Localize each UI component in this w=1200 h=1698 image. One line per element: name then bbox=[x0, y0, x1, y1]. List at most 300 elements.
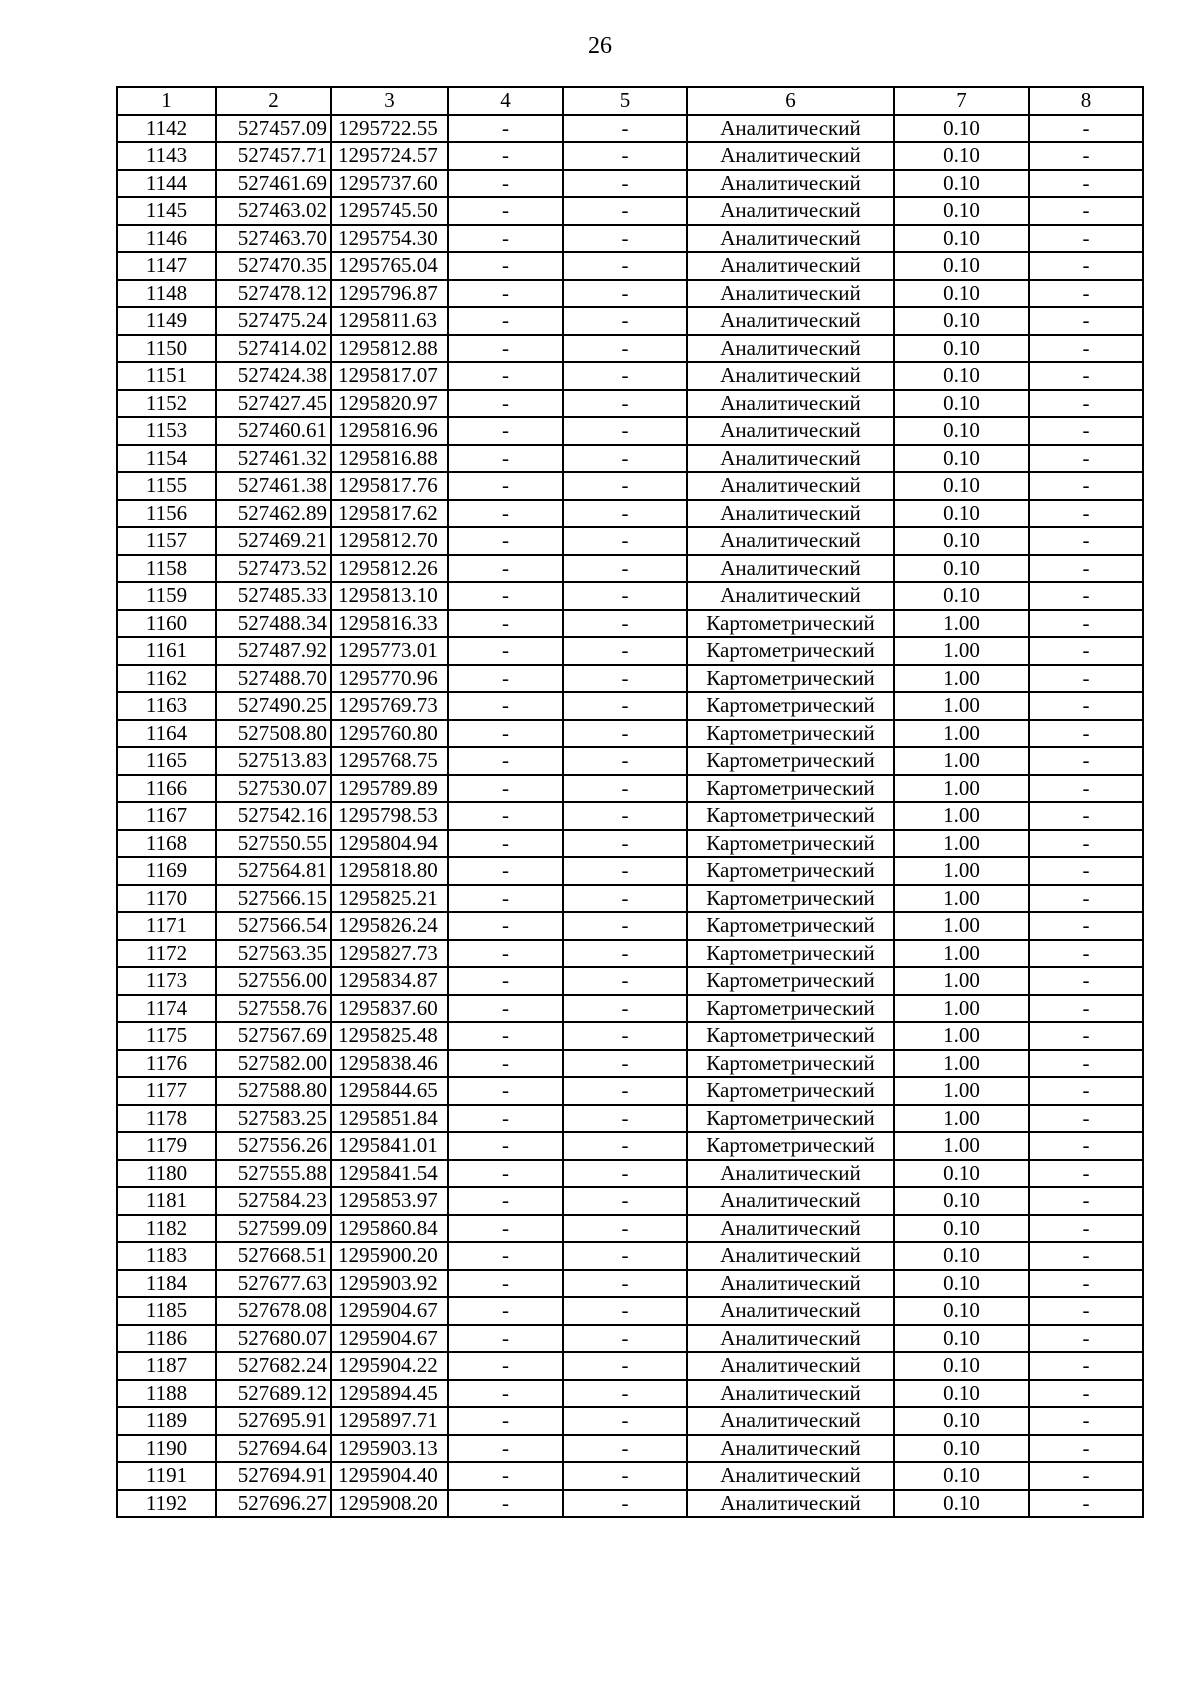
accuracy-cell: 0.10 bbox=[894, 142, 1029, 170]
table-body bbox=[117, 115, 1143, 1518]
table-row bbox=[117, 417, 1143, 445]
col5-cell: - bbox=[563, 610, 687, 638]
col4-cell: - bbox=[448, 637, 563, 665]
table-row bbox=[117, 1270, 1143, 1298]
accuracy-cell: 1.00 bbox=[894, 1077, 1029, 1105]
coord-y-cell: 1295894.45 bbox=[331, 1380, 448, 1408]
col8-cell: - bbox=[1029, 500, 1143, 528]
col4-cell: - bbox=[448, 555, 563, 583]
col5-cell: - bbox=[563, 1407, 687, 1435]
point-number-cell: 1164 bbox=[117, 720, 216, 748]
method-cell: Аналитический bbox=[687, 1490, 894, 1518]
coord-x-cell: 527599.09 bbox=[216, 1215, 331, 1243]
col4-cell: - bbox=[448, 142, 563, 170]
col8-cell: - bbox=[1029, 1132, 1143, 1160]
point-number-cell: 1149 bbox=[117, 307, 216, 335]
table-row bbox=[117, 335, 1143, 363]
col5-cell: - bbox=[563, 280, 687, 308]
table-row bbox=[117, 445, 1143, 473]
coord-y-cell: 1295903.92 bbox=[331, 1270, 448, 1298]
method-cell: Аналитический bbox=[687, 390, 894, 418]
col8-cell: - bbox=[1029, 335, 1143, 363]
col4-cell: - bbox=[448, 1022, 563, 1050]
point-number-cell: 1171 bbox=[117, 912, 216, 940]
point-number-cell: 1176 bbox=[117, 1050, 216, 1078]
coord-x-cell: 527668.51 bbox=[216, 1242, 331, 1270]
col5-cell: - bbox=[563, 142, 687, 170]
col5-cell: - bbox=[563, 692, 687, 720]
accuracy-cell: 1.00 bbox=[894, 1050, 1029, 1078]
method-cell: Картометрический bbox=[687, 1050, 894, 1078]
col5-cell: - bbox=[563, 802, 687, 830]
table-row bbox=[117, 1187, 1143, 1215]
coord-y-cell: 1295789.89 bbox=[331, 775, 448, 803]
table-row bbox=[117, 1022, 1143, 1050]
method-cell: Аналитический bbox=[687, 1352, 894, 1380]
coord-x-cell: 527461.69 bbox=[216, 170, 331, 198]
column-header-7: 7 bbox=[894, 87, 1029, 115]
col4-cell: - bbox=[448, 830, 563, 858]
coord-y-cell: 1295860.84 bbox=[331, 1215, 448, 1243]
coord-y-cell: 1295817.62 bbox=[331, 500, 448, 528]
accuracy-cell: 0.10 bbox=[894, 417, 1029, 445]
coord-y-cell: 1295837.60 bbox=[331, 995, 448, 1023]
col4-cell: - bbox=[448, 1325, 563, 1353]
table-row bbox=[117, 720, 1143, 748]
coord-x-cell: 527563.35 bbox=[216, 940, 331, 968]
table-row bbox=[117, 857, 1143, 885]
coord-y-cell: 1295834.87 bbox=[331, 967, 448, 995]
coord-x-cell: 527558.76 bbox=[216, 995, 331, 1023]
coord-y-cell: 1295804.94 bbox=[331, 830, 448, 858]
point-number-cell: 1153 bbox=[117, 417, 216, 445]
col8-cell: - bbox=[1029, 527, 1143, 555]
col4-cell: - bbox=[448, 472, 563, 500]
method-cell: Аналитический bbox=[687, 1297, 894, 1325]
coord-y-cell: 1295811.63 bbox=[331, 307, 448, 335]
column-header-1: 1 bbox=[117, 87, 216, 115]
column-header-3: 3 bbox=[331, 87, 448, 115]
table-row bbox=[117, 197, 1143, 225]
col4-cell: - bbox=[448, 582, 563, 610]
method-cell: Картометрический bbox=[687, 610, 894, 638]
col8-cell: - bbox=[1029, 1270, 1143, 1298]
point-number-cell: 1162 bbox=[117, 665, 216, 693]
table-row bbox=[117, 390, 1143, 418]
col5-cell: - bbox=[563, 775, 687, 803]
coord-y-cell: 1295798.53 bbox=[331, 802, 448, 830]
col5-cell: - bbox=[563, 527, 687, 555]
col4-cell: - bbox=[448, 1105, 563, 1133]
col8-cell: - bbox=[1029, 940, 1143, 968]
col5-cell: - bbox=[563, 417, 687, 445]
accuracy-cell: 1.00 bbox=[894, 1022, 1029, 1050]
method-cell: Картометрический bbox=[687, 885, 894, 913]
col4-cell: - bbox=[448, 1242, 563, 1270]
accuracy-cell: 1.00 bbox=[894, 1132, 1029, 1160]
accuracy-cell: 0.10 bbox=[894, 115, 1029, 143]
col5-cell: - bbox=[563, 307, 687, 335]
coord-x-cell: 527475.24 bbox=[216, 307, 331, 335]
coord-x-cell: 527556.26 bbox=[216, 1132, 331, 1160]
table-row bbox=[117, 1297, 1143, 1325]
method-cell: Аналитический bbox=[687, 197, 894, 225]
coord-x-cell: 527462.89 bbox=[216, 500, 331, 528]
coord-y-cell: 1295816.33 bbox=[331, 610, 448, 638]
col4-cell: - bbox=[448, 252, 563, 280]
accuracy-cell: 1.00 bbox=[894, 610, 1029, 638]
col8-cell: - bbox=[1029, 1215, 1143, 1243]
col4-cell: - bbox=[448, 500, 563, 528]
coord-y-cell: 1295853.97 bbox=[331, 1187, 448, 1215]
col8-cell: - bbox=[1029, 885, 1143, 913]
point-number-cell: 1159 bbox=[117, 582, 216, 610]
col8-cell: - bbox=[1029, 1242, 1143, 1270]
method-cell: Аналитический bbox=[687, 1242, 894, 1270]
method-cell: Аналитический bbox=[687, 527, 894, 555]
accuracy-cell: 1.00 bbox=[894, 940, 1029, 968]
method-cell: Аналитический bbox=[687, 1187, 894, 1215]
table-row bbox=[117, 500, 1143, 528]
col4-cell: - bbox=[448, 1352, 563, 1380]
coord-x-cell: 527473.52 bbox=[216, 555, 331, 583]
col8-cell: - bbox=[1029, 170, 1143, 198]
col4-cell: - bbox=[448, 747, 563, 775]
column-header-4: 4 bbox=[448, 87, 563, 115]
col8-cell: - bbox=[1029, 390, 1143, 418]
coord-y-cell: 1295745.50 bbox=[331, 197, 448, 225]
accuracy-cell: 0.10 bbox=[894, 335, 1029, 363]
point-number-cell: 1161 bbox=[117, 637, 216, 665]
method-cell: Картометрический bbox=[687, 747, 894, 775]
col5-cell: - bbox=[563, 1132, 687, 1160]
col8-cell: - bbox=[1029, 610, 1143, 638]
col5-cell: - bbox=[563, 197, 687, 225]
point-number-cell: 1157 bbox=[117, 527, 216, 555]
col5-cell: - bbox=[563, 1352, 687, 1380]
column-header-2: 2 bbox=[216, 87, 331, 115]
method-cell: Аналитический bbox=[687, 225, 894, 253]
point-number-cell: 1158 bbox=[117, 555, 216, 583]
coord-y-cell: 1295838.46 bbox=[331, 1050, 448, 1078]
col5-cell: - bbox=[563, 1187, 687, 1215]
col8-cell: - bbox=[1029, 1380, 1143, 1408]
col5-cell: - bbox=[563, 1077, 687, 1105]
table-row bbox=[117, 582, 1143, 610]
method-cell: Картометрический bbox=[687, 940, 894, 968]
col5-cell: - bbox=[563, 1297, 687, 1325]
col8-cell: - bbox=[1029, 1160, 1143, 1188]
coord-x-cell: 527584.23 bbox=[216, 1187, 331, 1215]
point-number-cell: 1146 bbox=[117, 225, 216, 253]
accuracy-cell: 1.00 bbox=[894, 720, 1029, 748]
col4-cell: - bbox=[448, 775, 563, 803]
coord-x-cell: 527460.61 bbox=[216, 417, 331, 445]
col4-cell: - bbox=[448, 940, 563, 968]
col8-cell: - bbox=[1029, 1050, 1143, 1078]
coord-y-cell: 1295812.70 bbox=[331, 527, 448, 555]
coord-x-cell: 527490.25 bbox=[216, 692, 331, 720]
col4-cell: - bbox=[448, 720, 563, 748]
table-row bbox=[117, 1050, 1143, 1078]
col8-cell: - bbox=[1029, 665, 1143, 693]
point-number-cell: 1142 bbox=[117, 115, 216, 143]
coord-y-cell: 1295904.22 bbox=[331, 1352, 448, 1380]
coord-x-cell: 527414.02 bbox=[216, 335, 331, 363]
coord-y-cell: 1295844.65 bbox=[331, 1077, 448, 1105]
coord-x-cell: 527485.33 bbox=[216, 582, 331, 610]
accuracy-cell: 0.10 bbox=[894, 280, 1029, 308]
col8-cell: - bbox=[1029, 775, 1143, 803]
col4-cell: - bbox=[448, 1077, 563, 1105]
col4-cell: - bbox=[448, 1050, 563, 1078]
table-row bbox=[117, 775, 1143, 803]
point-number-cell: 1187 bbox=[117, 1352, 216, 1380]
col8-cell: - bbox=[1029, 692, 1143, 720]
col5-cell: - bbox=[563, 1105, 687, 1133]
coord-x-cell: 527488.34 bbox=[216, 610, 331, 638]
col8-cell: - bbox=[1029, 472, 1143, 500]
table-row bbox=[117, 1105, 1143, 1133]
col5-cell: - bbox=[563, 940, 687, 968]
col8-cell: - bbox=[1029, 830, 1143, 858]
coord-y-cell: 1295796.87 bbox=[331, 280, 448, 308]
accuracy-cell: 0.10 bbox=[894, 252, 1029, 280]
point-number-cell: 1173 bbox=[117, 967, 216, 995]
table-row bbox=[117, 142, 1143, 170]
accuracy-cell: 0.10 bbox=[894, 170, 1029, 198]
col5-cell: - bbox=[563, 252, 687, 280]
table-row bbox=[117, 1435, 1143, 1463]
coord-x-cell: 527427.45 bbox=[216, 390, 331, 418]
col5-cell: - bbox=[563, 967, 687, 995]
accuracy-cell: 0.10 bbox=[894, 1325, 1029, 1353]
accuracy-cell: 0.10 bbox=[894, 197, 1029, 225]
col5-cell: - bbox=[563, 1050, 687, 1078]
col4-cell: - bbox=[448, 1380, 563, 1408]
col5-cell: - bbox=[563, 362, 687, 390]
col5-cell: - bbox=[563, 170, 687, 198]
accuracy-cell: 1.00 bbox=[894, 775, 1029, 803]
col4-cell: - bbox=[448, 1160, 563, 1188]
method-cell: Картометрический bbox=[687, 665, 894, 693]
point-number-cell: 1143 bbox=[117, 142, 216, 170]
point-number-cell: 1191 bbox=[117, 1462, 216, 1490]
coord-x-cell: 527588.80 bbox=[216, 1077, 331, 1105]
col5-cell: - bbox=[563, 720, 687, 748]
coord-y-cell: 1295754.30 bbox=[331, 225, 448, 253]
col8-cell: - bbox=[1029, 1297, 1143, 1325]
method-cell: Аналитический bbox=[687, 1462, 894, 1490]
col5-cell: - bbox=[563, 472, 687, 500]
accuracy-cell: 0.10 bbox=[894, 1462, 1029, 1490]
col4-cell: - bbox=[448, 967, 563, 995]
accuracy-cell: 1.00 bbox=[894, 967, 1029, 995]
coord-x-cell: 527682.24 bbox=[216, 1352, 331, 1380]
col5-cell: - bbox=[563, 665, 687, 693]
col4-cell: - bbox=[448, 362, 563, 390]
method-cell: Картометрический bbox=[687, 637, 894, 665]
point-number-cell: 1151 bbox=[117, 362, 216, 390]
table-row bbox=[117, 885, 1143, 913]
col4-cell: - bbox=[448, 665, 563, 693]
method-cell: Картометрический bbox=[687, 912, 894, 940]
coord-y-cell: 1295722.55 bbox=[331, 115, 448, 143]
table-row bbox=[117, 527, 1143, 555]
accuracy-cell: 1.00 bbox=[894, 857, 1029, 885]
col4-cell: - bbox=[448, 197, 563, 225]
point-number-cell: 1155 bbox=[117, 472, 216, 500]
col8-cell: - bbox=[1029, 857, 1143, 885]
col4-cell: - bbox=[448, 692, 563, 720]
col8-cell: - bbox=[1029, 1325, 1143, 1353]
col5-cell: - bbox=[563, 582, 687, 610]
point-number-cell: 1148 bbox=[117, 280, 216, 308]
col8-cell: - bbox=[1029, 967, 1143, 995]
table-row bbox=[117, 555, 1143, 583]
col8-cell: - bbox=[1029, 1407, 1143, 1435]
col5-cell: - bbox=[563, 1242, 687, 1270]
point-number-cell: 1181 bbox=[117, 1187, 216, 1215]
coord-y-cell: 1295816.96 bbox=[331, 417, 448, 445]
col4-cell: - bbox=[448, 995, 563, 1023]
column-header-6: 6 bbox=[687, 87, 894, 115]
coord-x-cell: 527695.91 bbox=[216, 1407, 331, 1435]
coord-y-cell: 1295737.60 bbox=[331, 170, 448, 198]
coord-x-cell: 527463.02 bbox=[216, 197, 331, 225]
accuracy-cell: 0.10 bbox=[894, 1270, 1029, 1298]
col4-cell: - bbox=[448, 417, 563, 445]
accuracy-cell: 1.00 bbox=[894, 1105, 1029, 1133]
coord-y-cell: 1295816.88 bbox=[331, 445, 448, 473]
col8-cell: - bbox=[1029, 225, 1143, 253]
coord-x-cell: 527566.15 bbox=[216, 885, 331, 913]
point-number-cell: 1177 bbox=[117, 1077, 216, 1105]
accuracy-cell: 0.10 bbox=[894, 225, 1029, 253]
point-number-cell: 1182 bbox=[117, 1215, 216, 1243]
coord-y-cell: 1295724.57 bbox=[331, 142, 448, 170]
point-number-cell: 1168 bbox=[117, 830, 216, 858]
point-number-cell: 1166 bbox=[117, 775, 216, 803]
point-number-cell: 1144 bbox=[117, 170, 216, 198]
accuracy-cell: 0.10 bbox=[894, 1352, 1029, 1380]
table-row bbox=[117, 1462, 1143, 1490]
table-row bbox=[117, 912, 1143, 940]
col4-cell: - bbox=[448, 1435, 563, 1463]
col5-cell: - bbox=[563, 912, 687, 940]
col4-cell: - bbox=[448, 1490, 563, 1518]
table-row bbox=[117, 1380, 1143, 1408]
method-cell: Аналитический bbox=[687, 280, 894, 308]
point-number-cell: 1184 bbox=[117, 1270, 216, 1298]
point-number-cell: 1172 bbox=[117, 940, 216, 968]
col8-cell: - bbox=[1029, 1435, 1143, 1463]
table-row bbox=[117, 940, 1143, 968]
col4-cell: - bbox=[448, 1215, 563, 1243]
coord-x-cell: 527470.35 bbox=[216, 252, 331, 280]
col8-cell: - bbox=[1029, 995, 1143, 1023]
method-cell: Аналитический bbox=[687, 335, 894, 363]
table-row bbox=[117, 225, 1143, 253]
point-number-cell: 1175 bbox=[117, 1022, 216, 1050]
coord-y-cell: 1295818.80 bbox=[331, 857, 448, 885]
col8-cell: - bbox=[1029, 362, 1143, 390]
accuracy-cell: 0.10 bbox=[894, 555, 1029, 583]
table-row bbox=[117, 1215, 1143, 1243]
point-number-cell: 1180 bbox=[117, 1160, 216, 1188]
coord-y-cell: 1295904.40 bbox=[331, 1462, 448, 1490]
coord-y-cell: 1295817.76 bbox=[331, 472, 448, 500]
col5-cell: - bbox=[563, 390, 687, 418]
table-row bbox=[117, 307, 1143, 335]
col4-cell: - bbox=[448, 912, 563, 940]
col8-cell: - bbox=[1029, 115, 1143, 143]
point-number-cell: 1190 bbox=[117, 1435, 216, 1463]
point-number-cell: 1170 bbox=[117, 885, 216, 913]
method-cell: Аналитический bbox=[687, 1380, 894, 1408]
accuracy-cell: 1.00 bbox=[894, 665, 1029, 693]
col8-cell: - bbox=[1029, 912, 1143, 940]
point-number-cell: 1174 bbox=[117, 995, 216, 1023]
coord-x-cell: 527556.00 bbox=[216, 967, 331, 995]
column-header-8: 8 bbox=[1029, 87, 1143, 115]
coord-x-cell: 527694.64 bbox=[216, 1435, 331, 1463]
col5-cell: - bbox=[563, 1380, 687, 1408]
coord-x-cell: 527564.81 bbox=[216, 857, 331, 885]
coord-y-cell: 1295773.01 bbox=[331, 637, 448, 665]
coord-y-cell: 1295817.07 bbox=[331, 362, 448, 390]
accuracy-cell: 0.10 bbox=[894, 1435, 1029, 1463]
method-cell: Картометрический bbox=[687, 775, 894, 803]
coord-x-cell: 527555.88 bbox=[216, 1160, 331, 1188]
coord-y-cell: 1295841.54 bbox=[331, 1160, 448, 1188]
table-row bbox=[117, 1160, 1143, 1188]
point-number-cell: 1178 bbox=[117, 1105, 216, 1133]
col5-cell: - bbox=[563, 1490, 687, 1518]
accuracy-cell: 0.10 bbox=[894, 1297, 1029, 1325]
coord-x-cell: 527550.55 bbox=[216, 830, 331, 858]
accuracy-cell: 0.10 bbox=[894, 1490, 1029, 1518]
method-cell: Картометрический bbox=[687, 720, 894, 748]
coordinates-table bbox=[116, 86, 1144, 1518]
method-cell: Картометрический bbox=[687, 967, 894, 995]
col8-cell: - bbox=[1029, 637, 1143, 665]
point-number-cell: 1192 bbox=[117, 1490, 216, 1518]
coord-y-cell: 1295760.80 bbox=[331, 720, 448, 748]
coord-x-cell: 527461.38 bbox=[216, 472, 331, 500]
accuracy-cell: 0.10 bbox=[894, 1215, 1029, 1243]
method-cell: Аналитический bbox=[687, 142, 894, 170]
col4-cell: - bbox=[448, 115, 563, 143]
col4-cell: - bbox=[448, 390, 563, 418]
method-cell: Аналитический bbox=[687, 582, 894, 610]
table-row bbox=[117, 362, 1143, 390]
coord-x-cell: 527582.00 bbox=[216, 1050, 331, 1078]
col8-cell: - bbox=[1029, 1077, 1143, 1105]
col8-cell: - bbox=[1029, 555, 1143, 583]
coord-y-cell: 1295769.73 bbox=[331, 692, 448, 720]
accuracy-cell: 1.00 bbox=[894, 692, 1029, 720]
accuracy-cell: 1.00 bbox=[894, 885, 1029, 913]
col8-cell: - bbox=[1029, 720, 1143, 748]
table-row bbox=[117, 967, 1143, 995]
point-number-cell: 1179 bbox=[117, 1132, 216, 1160]
accuracy-cell: 0.10 bbox=[894, 472, 1029, 500]
col8-cell: - bbox=[1029, 802, 1143, 830]
coord-y-cell: 1295820.97 bbox=[331, 390, 448, 418]
col8-cell: - bbox=[1029, 417, 1143, 445]
coord-y-cell: 1295812.88 bbox=[331, 335, 448, 363]
